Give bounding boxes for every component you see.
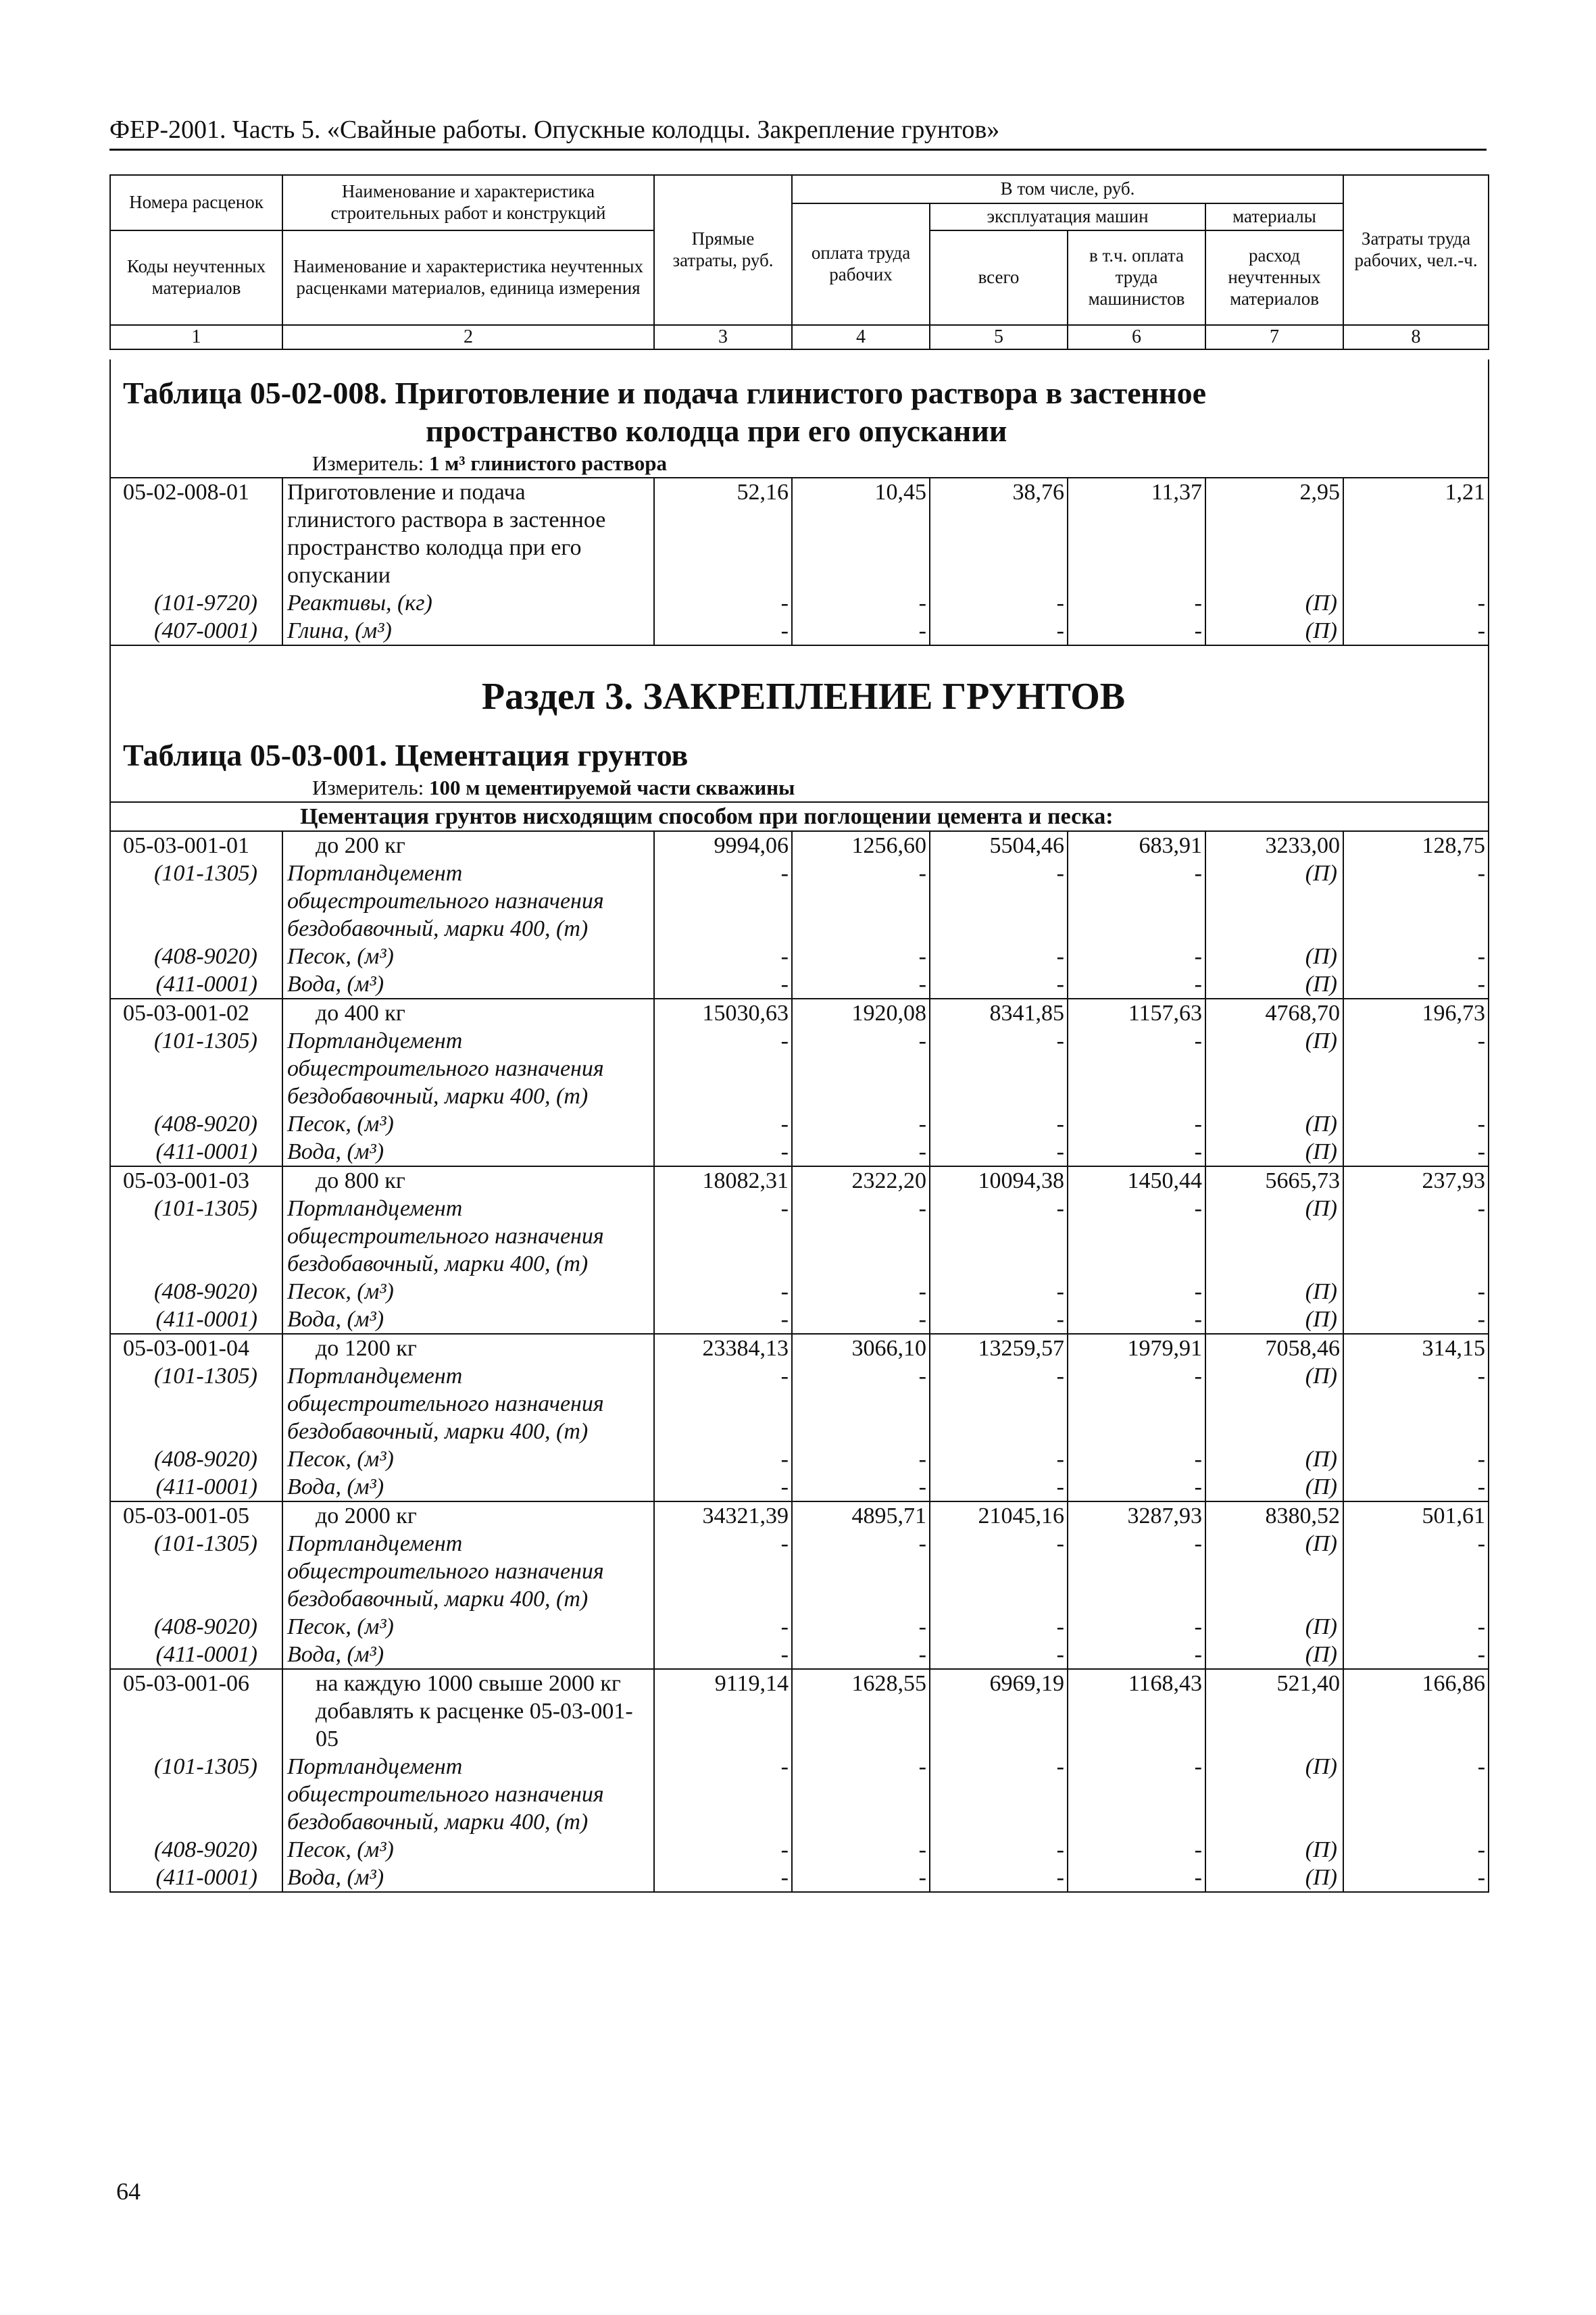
cell-value: 1450,44 xyxy=(1068,1166,1205,1195)
cell-value: 1920,08 xyxy=(792,999,930,1027)
col-number: 3 xyxy=(654,325,792,349)
rate-code: 05-03-001-01 xyxy=(110,831,282,860)
item-name: до 1200 кг xyxy=(282,1334,654,1362)
cell-value: 2,95 xyxy=(1205,478,1343,589)
material-row: (411-0001) Вода, (м³) - - - - (П) - xyxy=(110,1305,1489,1334)
material-code: (101-1305) xyxy=(110,1027,282,1110)
table-row xyxy=(110,831,1489,860)
table-row xyxy=(110,999,1489,1027)
material-name: Портландцемент общестроительного назначения бездобавочный, марки 400, (т) xyxy=(282,1362,654,1445)
material-row: (411-0001) Вода, (м³) - - - - (П) - xyxy=(110,970,1489,999)
table-row xyxy=(110,478,1489,589)
p-mark: (П) xyxy=(1205,589,1343,617)
col-number: 4 xyxy=(792,325,930,349)
material-row: (101-1305) Портландцемент общестроительного назначения бездобавочный, марки 400, (т) - - - - (П) - xyxy=(110,1753,1489,1836)
material-code: (101-1305) xyxy=(110,1753,282,1836)
p-mark: (П) xyxy=(1205,1027,1343,1110)
p-mark: (П) xyxy=(1205,1864,1343,1892)
cell-value: 683,91 xyxy=(1068,831,1205,860)
material-row: (101-9720) Реактивы, (кг) - - - - (П) - xyxy=(110,589,1489,617)
col-number: 8 xyxy=(1343,325,1489,349)
material-code: (411-0001) xyxy=(110,1641,282,1669)
material-row: (101-1305) Портландцемент общестроительного назначения бездобавочный, марки 400, (т) - - - - (П) - xyxy=(110,1362,1489,1445)
rate-code: 05-03-001-03 xyxy=(110,1166,282,1195)
material-name: Песок, (м³) xyxy=(282,1836,654,1864)
measure-line: Измеритель: 1 м³ глинистого раствора xyxy=(312,451,667,475)
cell-value: 7058,46 xyxy=(1205,1334,1343,1362)
item-name: до 800 кг xyxy=(282,1166,654,1195)
p-mark: (П) xyxy=(1205,1110,1343,1138)
material-code: (101-1305) xyxy=(110,860,282,943)
material-row: (408-9020) Песок, (м³) - - - - (П) - xyxy=(110,943,1489,970)
material-name: Песок, (м³) xyxy=(282,1278,654,1305)
material-code: (407-0001) xyxy=(110,617,282,645)
p-mark: (П) xyxy=(1205,1195,1343,1278)
p-mark: (П) xyxy=(1205,1138,1343,1166)
cell-value: 8380,52 xyxy=(1205,1501,1343,1530)
material-row: (408-9020) Песок, (м³) - - - - (П) - xyxy=(110,1110,1489,1138)
section-title: Раздел 3. ЗАКРЕПЛЕНИЕ ГРУНТОВ xyxy=(481,676,1126,718)
measure-line: Измеритель: 100 м цементируемой части скважины xyxy=(312,776,795,799)
material-name: Вода, (м³) xyxy=(282,1138,654,1166)
rate-code: 05-03-001-05 xyxy=(110,1501,282,1530)
cell-value: 314,15 xyxy=(1343,1334,1489,1362)
material-row: (411-0001) Вода, (м³) - - - - (П) - xyxy=(110,1473,1489,1501)
material-row: (408-9020) Песок, (м³) - - - - (П) - xyxy=(110,1836,1489,1864)
material-code: (408-9020) xyxy=(110,1278,282,1305)
page-number: 64 xyxy=(116,2178,141,2205)
breakdown-group-header: В том числе, руб. xyxy=(792,175,1343,203)
col5-header: всего xyxy=(930,230,1068,325)
item-name: до 2000 кг xyxy=(282,1501,654,1530)
cell-value: 521,40 xyxy=(1205,1669,1343,1753)
cell-value: 52,16 xyxy=(654,478,792,589)
p-mark: (П) xyxy=(1205,1613,1343,1641)
subheading: Цементация грунтов нисходящим способом при поглощении цемента и песка: xyxy=(110,802,1489,831)
material-code: (411-0001) xyxy=(110,1473,282,1501)
cell-value: 18082,31 xyxy=(654,1166,792,1195)
material-code: (411-0001) xyxy=(110,1305,282,1334)
cell-value: 10094,38 xyxy=(930,1166,1068,1195)
cell-value: 3287,93 xyxy=(1068,1501,1205,1530)
col8-header: Затраты труда рабочих, чел.-ч. xyxy=(1343,175,1489,325)
material-name: Портландцемент общестроительного назначения бездобавочный, марки 400, (т) xyxy=(282,860,654,943)
col4-header: оплата труда рабочих xyxy=(792,203,930,325)
material-name: Реактивы, (кг) xyxy=(282,589,654,617)
material-code: (408-9020) xyxy=(110,1445,282,1473)
cell-value: 21045,16 xyxy=(930,1501,1068,1530)
col7-header: расход неучтенных материалов xyxy=(1205,230,1343,325)
table-row xyxy=(110,1669,1489,1753)
rate-code: 05-02-008-01 xyxy=(110,478,282,589)
table-row xyxy=(110,1334,1489,1362)
material-row: (101-1305) Портландцемент общестроительного назначения бездобавочный, марки 400, (т) - - - - (П) - xyxy=(110,860,1489,943)
item-name: на каждую 1000 свыше 2000 кг добавлять к расценке 05-03-001- 05 xyxy=(282,1669,654,1753)
item-name: Приготовление и подача глинистого раствора в застенное пространство колодца при его опускании xyxy=(282,478,654,589)
cell-value: 4895,71 xyxy=(792,1501,930,1530)
cell-value: 1157,63 xyxy=(1068,999,1205,1027)
material-name: Портландцемент общестроительного назначения бездобавочный, марки 400, (т) xyxy=(282,1753,654,1836)
cell-value: 5504,46 xyxy=(930,831,1068,860)
table-row xyxy=(110,1501,1489,1530)
material-code: (101-1305) xyxy=(110,1362,282,1445)
cell-value: 23384,13 xyxy=(654,1334,792,1362)
p-mark: (П) xyxy=(1205,1445,1343,1473)
material-name: Глина, (м³) xyxy=(282,617,654,645)
rates-body-table xyxy=(109,359,1489,1893)
cell-value: 6969,19 xyxy=(930,1669,1068,1753)
p-mark: (П) xyxy=(1205,1362,1343,1445)
cell-value: 3066,10 xyxy=(792,1334,930,1362)
cell-value: 5665,73 xyxy=(1205,1166,1343,1195)
cell-value: 4768,70 xyxy=(1205,999,1343,1027)
cell-value: 237,93 xyxy=(1343,1166,1489,1195)
material-name: Песок, (м³) xyxy=(282,1613,654,1641)
cell-value: 11,37 xyxy=(1068,478,1205,589)
material-code: (411-0001) xyxy=(110,1138,282,1166)
material-row: (408-9020) Песок, (м³) - - - - (П) - xyxy=(110,1613,1489,1641)
cell-value: 1168,43 xyxy=(1068,1669,1205,1753)
cell-value: 9994,06 xyxy=(654,831,792,860)
material-name: Песок, (м³) xyxy=(282,1445,654,1473)
cell-value: 1256,60 xyxy=(792,831,930,860)
material-name: Вода, (м³) xyxy=(282,1864,654,1892)
machine-group-header: эксплуатация машин xyxy=(930,203,1205,230)
material-name: Портландцемент общестроительного назначения бездобавочный, марки 400, (т) xyxy=(282,1195,654,1278)
material-row: (407-0001) Глина, (м³) - - - - (П) - xyxy=(110,617,1489,645)
column-header-table xyxy=(109,174,1489,350)
col-number: 1 xyxy=(110,325,282,349)
cell-value: 34321,39 xyxy=(654,1501,792,1530)
col-number: 6 xyxy=(1068,325,1205,349)
material-code: (408-9020) xyxy=(110,1613,282,1641)
material-name: Вода, (м³) xyxy=(282,1641,654,1669)
material-name: Вода, (м³) xyxy=(282,1305,654,1334)
item-name: до 400 кг xyxy=(282,999,654,1027)
p-mark: (П) xyxy=(1205,1641,1343,1669)
material-code: (411-0001) xyxy=(110,970,282,999)
material-row: (411-0001) Вода, (м³) - - - - (П) - xyxy=(110,1864,1489,1892)
cell-value: 196,73 xyxy=(1343,999,1489,1027)
col1-top-header: Номера расценок xyxy=(110,175,282,230)
material-code: (411-0001) xyxy=(110,1864,282,1892)
material-code: (408-9020) xyxy=(110,1110,282,1138)
cell-value: 13259,57 xyxy=(930,1334,1068,1362)
material-code: (408-9020) xyxy=(110,1836,282,1864)
col-number: 5 xyxy=(930,325,1068,349)
material-name: Портландцемент общестроительного назначения бездобавочный, марки 400, (т) xyxy=(282,1027,654,1110)
materials-group-header: материалы xyxy=(1205,203,1343,230)
item-name: до 200 кг xyxy=(282,831,654,860)
cell-value: 10,45 xyxy=(792,478,930,589)
cell-value: 128,75 xyxy=(1343,831,1489,860)
cell-value: 9119,14 xyxy=(654,1669,792,1753)
col3-header: Прямые затраты, руб. xyxy=(654,175,792,325)
material-row: (411-0001) Вода, (м³) - - - - (П) - xyxy=(110,1641,1489,1669)
p-mark: (П) xyxy=(1205,1305,1343,1334)
p-mark: (П) xyxy=(1205,1530,1343,1613)
material-code: (101-1305) xyxy=(110,1530,282,1613)
material-row: (101-1305) Портландцемент общестроительного назначения бездобавочный, марки 400, (т) - - - - (П) - xyxy=(110,1027,1489,1110)
cell-value: 501,61 xyxy=(1343,1501,1489,1530)
p-mark: (П) xyxy=(1205,617,1343,645)
rate-code: 05-03-001-04 xyxy=(110,1334,282,1362)
material-name: Портландцемент общестроительного назначения бездобавочный, марки 400, (т) xyxy=(282,1530,654,1613)
cell-value: 1979,91 xyxy=(1068,1334,1205,1362)
material-name: Вода, (м³) xyxy=(282,1473,654,1501)
rate-code: 05-03-001-06 xyxy=(110,1669,282,1753)
p-mark: (П) xyxy=(1205,1753,1343,1836)
col-number: 2 xyxy=(282,325,654,349)
material-code: (408-9020) xyxy=(110,943,282,970)
col2-bottom-header: Наименование и характеристика неучтенных расценками материалов, единица измерения xyxy=(282,230,654,325)
cell-value: 15030,63 xyxy=(654,999,792,1027)
p-mark: (П) xyxy=(1205,1278,1343,1305)
p-mark: (П) xyxy=(1205,860,1343,943)
table-title: Таблица 05-03-001. Цементация грунтов xyxy=(123,738,689,772)
cell-value: 2322,20 xyxy=(792,1166,930,1195)
cell-value: 166,86 xyxy=(1343,1669,1489,1753)
col-number: 7 xyxy=(1205,325,1343,349)
table-title: Таблица 05-02-008. Приготовление и подача глинистого раствора в застенное xyxy=(123,376,1207,410)
cell-value: 3233,00 xyxy=(1205,831,1343,860)
col6-header: в т.ч. оплата труда машинистов xyxy=(1068,230,1205,325)
cell-value: 1,21 xyxy=(1343,478,1489,589)
material-name: Вода, (м³) xyxy=(282,970,654,999)
material-name: Песок, (м³) xyxy=(282,943,654,970)
page-header: ФЕР-2001. Часть 5. «Свайные работы. Опускные колодцы. Закрепление грунтов» xyxy=(109,115,1487,151)
material-row: (408-9020) Песок, (м³) - - - - (П) - xyxy=(110,1278,1489,1305)
cell-value: 8341,85 xyxy=(930,999,1068,1027)
material-name: Песок, (м³) xyxy=(282,1110,654,1138)
table-row xyxy=(110,1166,1489,1195)
material-code: (101-9720) xyxy=(110,589,282,617)
material-row: (411-0001) Вода, (м³) - - - - (П) - xyxy=(110,1138,1489,1166)
col2-top-header: Наименование и характеристика строительных работ и конструкций xyxy=(282,175,654,230)
rate-code: 05-03-001-02 xyxy=(110,999,282,1027)
material-row: (408-9020) Песок, (м³) - - - - (П) - xyxy=(110,1445,1489,1473)
cell-value: 38,76 xyxy=(930,478,1068,589)
cell-value: 1628,55 xyxy=(792,1669,930,1753)
col1-bottom-header: Коды неучтенных материалов xyxy=(110,230,282,325)
material-code: (101-1305) xyxy=(110,1195,282,1278)
p-mark: (П) xyxy=(1205,970,1343,999)
material-row: (101-1305) Портландцемент общестроительного назначения бездобавочный, марки 400, (т) - - - - (П) - xyxy=(110,1530,1489,1613)
p-mark: (П) xyxy=(1205,943,1343,970)
table-title-cont: пространство колодца при его опускании xyxy=(426,414,1007,448)
p-mark: (П) xyxy=(1205,1473,1343,1501)
p-mark: (П) xyxy=(1205,1836,1343,1864)
material-row: (101-1305) Портландцемент общестроительного назначения бездобавочный, марки 400, (т) - - - - (П) - xyxy=(110,1195,1489,1278)
